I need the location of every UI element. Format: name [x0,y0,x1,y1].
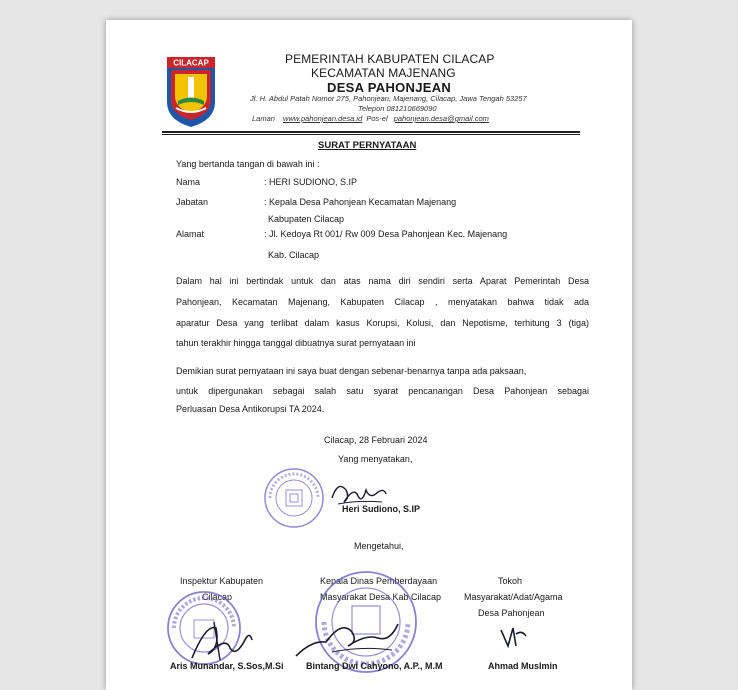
field-value-nama: : HERI SUDIONO, S.IP [264,177,358,187]
header-phone: Telepon 081210669090 [358,104,437,113]
witness2-name: Bintang Dwi Cahyono, A.P., M.M [306,661,443,671]
header-line3: DESA PAHONJEAN [327,80,452,95]
web-label: Laman [252,114,275,123]
para1-line4: tahun terakhir hingga tanggal dibuatnya surat pernyataan ini [176,338,416,348]
para2-line3: Perluasan Desa Antikorupsi TA 2024. [176,404,325,414]
field-label-nama: Nama [176,177,201,187]
header-address: Jl. H. Abdul Patah Nomor 275, Pahonjean, Majenang, Cilacap, Jawa Tengah 53257 [250,94,527,103]
svg-text:CILACAP: CILACAP [173,58,209,68]
header-line2: KECAMATAN MAJENANG [311,66,456,80]
field-label-alamat: Alamat [176,229,205,239]
header-rule-thin [162,134,580,135]
document-page [106,20,632,690]
declarer-label: Yang menyatakan, [338,454,413,464]
witness3-name: Ahmad Muslmin [488,661,558,671]
signer-name: Heri Sudiono, S.IP [342,504,421,514]
witness2-title-line1: Kepala Dinas Pemberdayaan [320,576,438,586]
witness1-title-line1: Inspektur Kabupaten [180,576,264,586]
para2-line2: untuk dipergunakan sebagai salah satu syarat pencanangan Desa Pahonjean sebagai [176,386,589,396]
witness3-title-line1: Tokoh [498,576,523,586]
field-value-alamat: : Jl. Kedoya Rt 001/ Rw 009 Desa Pahonjean Kec. Majenang [264,229,508,239]
witness2-title-line2: Masyarakat Desa Kab Cilacap [320,592,442,602]
header-line1: PEMERINTAH KABUPATEN CILACAP [285,52,495,66]
place-date: Cilacap, 28 Februari 2024 [324,435,428,445]
witness3-title-line3: Desa Pahonjean [478,608,545,618]
website-link[interactable]: www.pahonjean.desa.id [283,114,363,123]
aris-signature-image [186,618,256,662]
para2-line1: Demikian surat pernyataan ini saya buat dengan sebenar-benarnya tanpa ada paksaan, [176,366,527,376]
header-rule [162,131,580,133]
field-label-jabatan: Jabatan [176,197,209,207]
email-label: Pos-el [366,114,388,123]
village-stamp-image [262,466,326,530]
field-value-jabatan-2: Kabupaten Cilacap [268,214,345,224]
witness3-title-line2: Masyarakat/Adat/Agama [464,592,563,602]
email-link[interactable]: pahonjean.desa@gmail.com [393,114,489,123]
header-contact [252,114,489,123]
witness1-title-line2: Cilacap [202,592,233,602]
ahmad-signature-image [498,624,528,650]
para1-line1: Dalam hal ini bertindak untuk dan atas nama diri sendiri serta Aparat Pemerintah Desa [176,276,589,286]
cilacap-logo [166,56,216,128]
field-value-alamat-2: Kab. Cilacap [268,250,320,260]
intro-text: Yang bertanda tangan di bawah ini : [176,159,320,169]
para1-line2: Pahonjean, Kecamatan Majenang, Kabupaten Cilacap , menyatakan bahwa tidak ada [176,297,589,307]
para1-line3: aparatur Desa yang terlibat dalam kasus Korupsi, Kolusi, dan Nepotisme, terhitung 3 (tiga) [176,318,589,328]
field-value-jabatan: : Kepala Desa Pahonjean Kecamatan Majenang [264,197,457,207]
bintang-signature-image [292,612,402,660]
acknowledged-label: Mengetahui, [354,541,404,551]
document-title: SURAT PERNYATAAN [318,140,417,151]
witness1-name: Aris Munandar, S.Sos,M.Si [170,661,284,671]
